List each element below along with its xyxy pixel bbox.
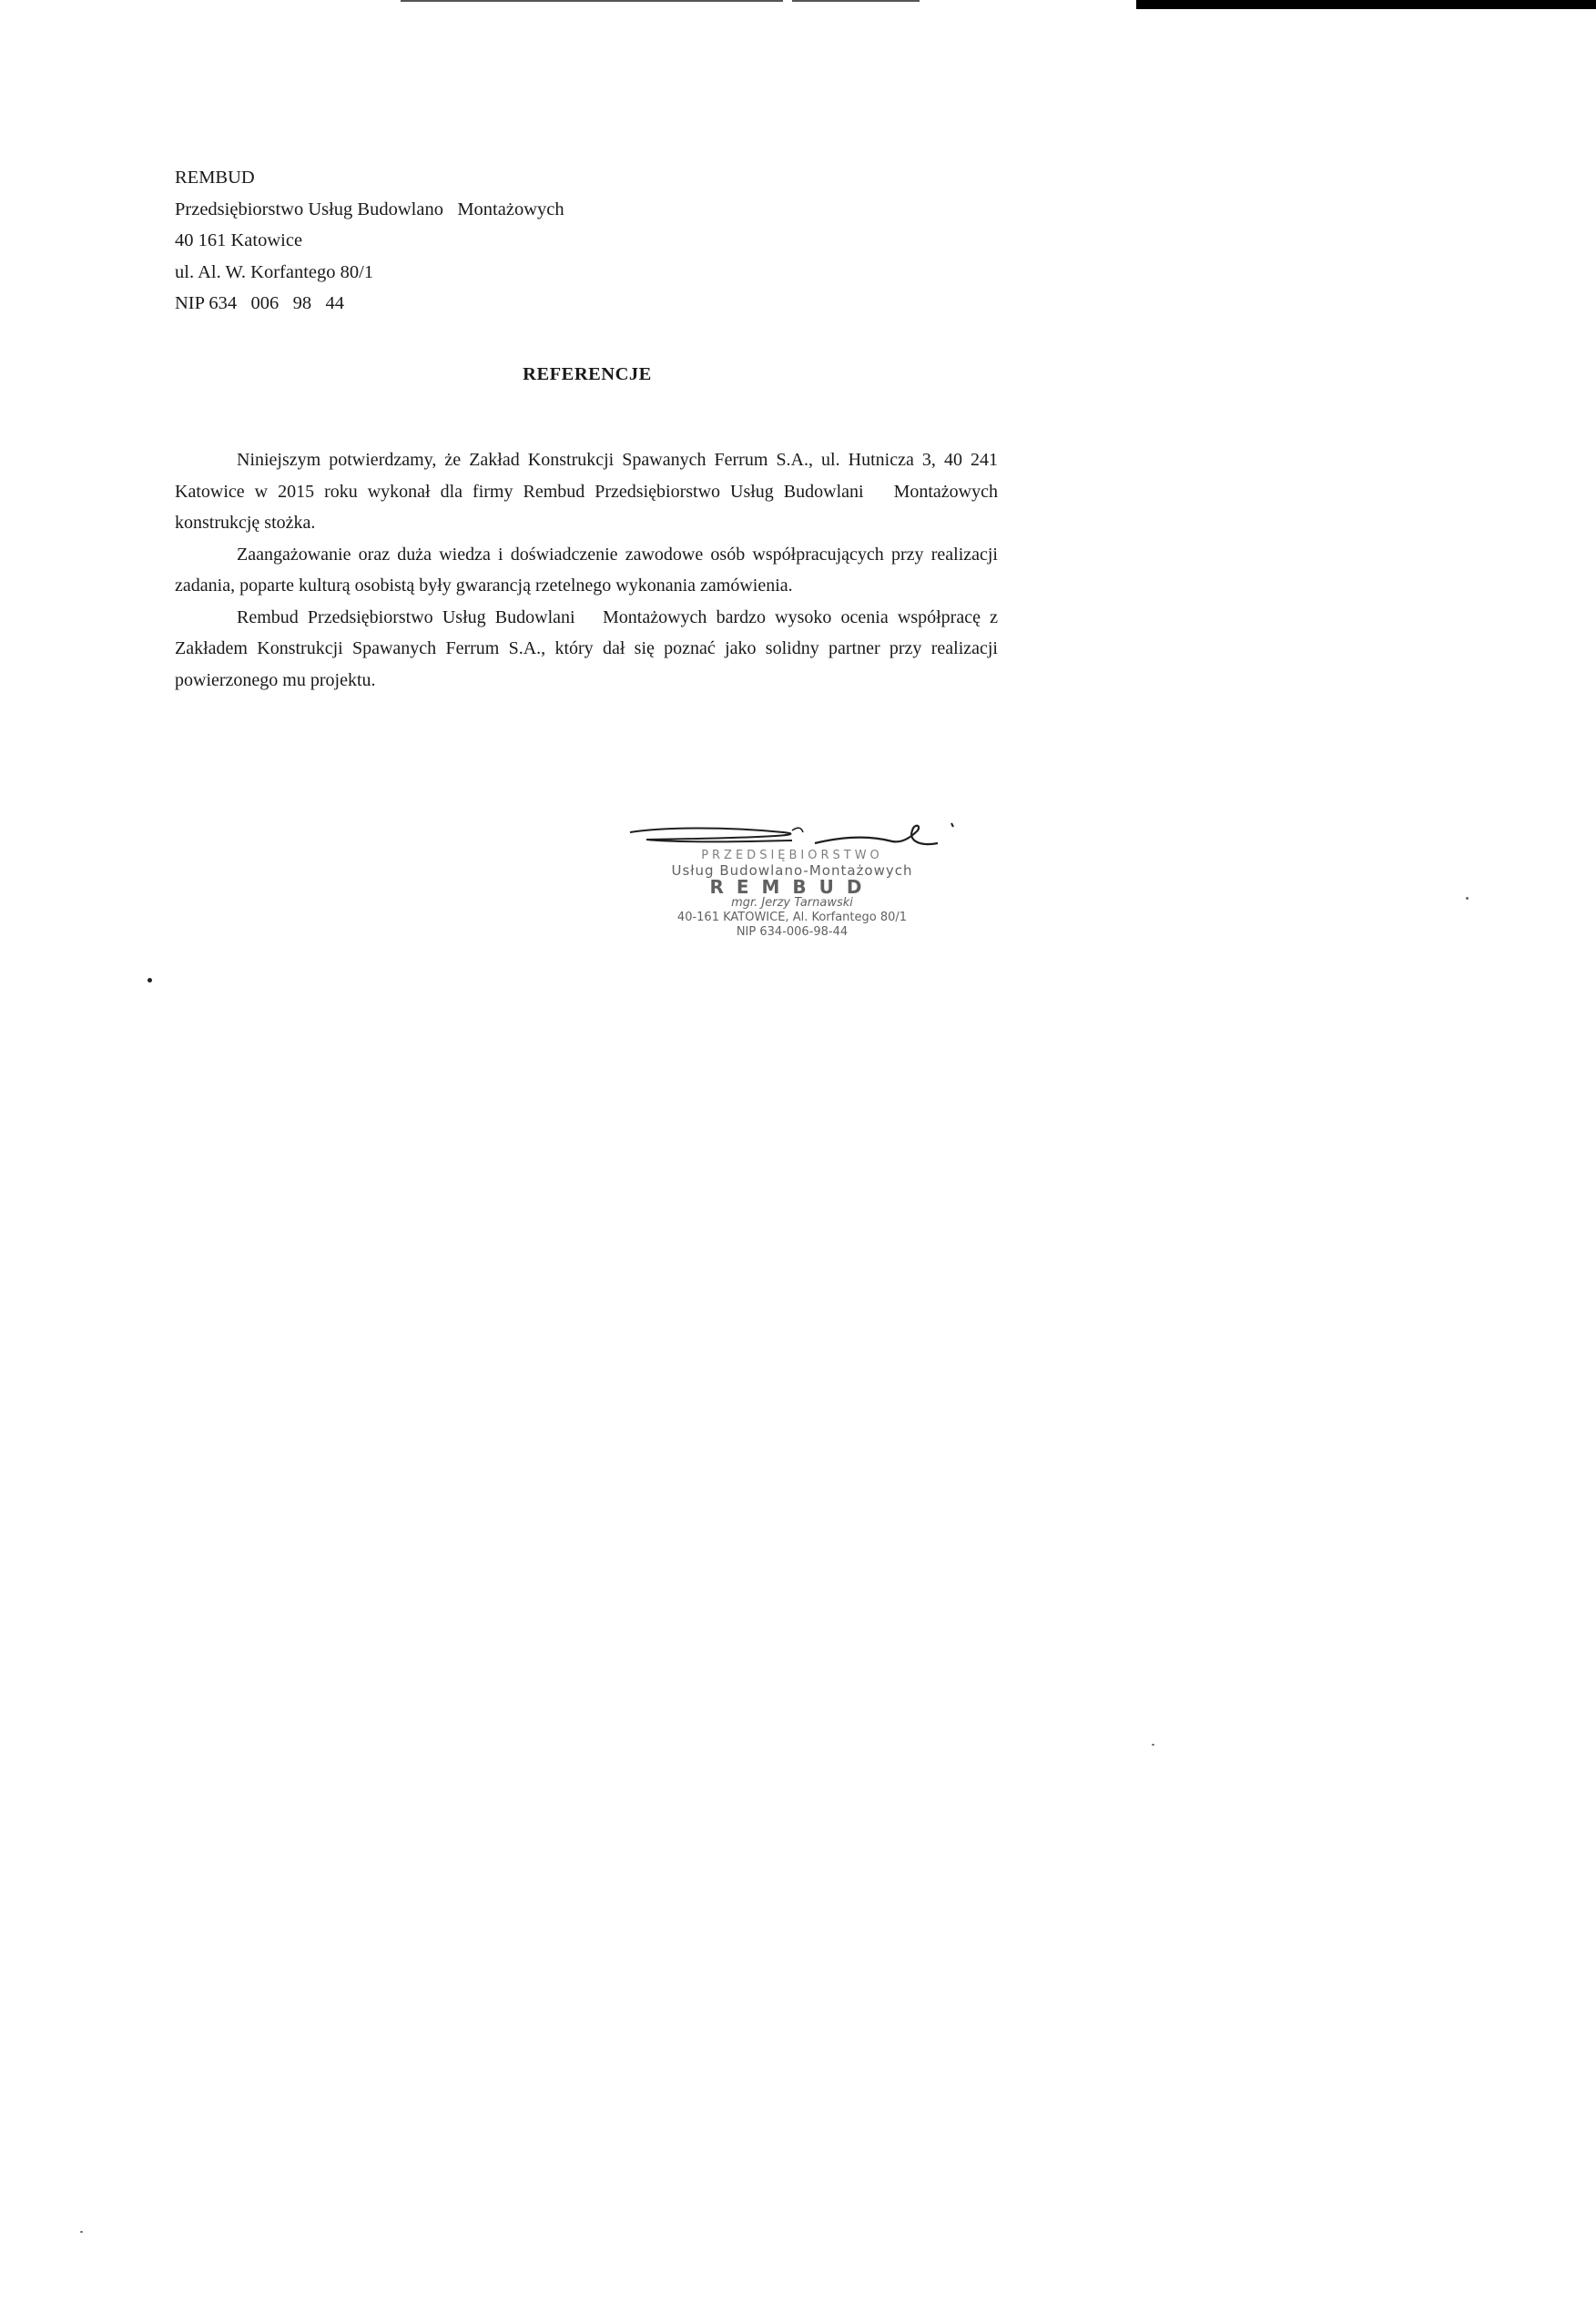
company-stamp xyxy=(646,849,938,940)
stamp-line-6: NIP 634-006-98-44 xyxy=(736,925,849,939)
signature-stamp-block xyxy=(628,810,965,965)
sender-postal-city: 40 161 Katowice xyxy=(175,230,303,250)
stamp-line-4: mgr. Jerzy Tarnawski xyxy=(731,896,853,910)
body-paragraph-3: Rembud Przedsiębiorstwo Usług Budowlani Montażowych bardzo wysoko ocenia współpracę z Zakładem Konstrukcji Spawanych Ferrum S.A., który dał się poznać jako solidny partner przy realizacji powierzonego mu projektu. xyxy=(175,606,1002,690)
scan-edge-line xyxy=(792,0,920,2)
body-paragraph-2: Zaangażowanie oraz duża wiedza i doświadczenie zawodowe osób współpracujących przy realizacji zadania, poparte kulturą osobistą były gwarancją rzetelnego wykonania zamówienia. xyxy=(175,544,1002,596)
scan-edge-bar xyxy=(1136,0,1596,9)
sender-company-full-name: Przedsiębiorstwo Usług Budowlano Montażowych xyxy=(175,199,564,219)
stamp-line-3: REMBUD xyxy=(709,876,875,898)
sender-company-name: REMBUD xyxy=(175,168,255,188)
stamp-line-2: Usług Budowlano-Montażowych xyxy=(671,862,913,879)
scan-speck xyxy=(1152,1744,1154,1746)
scan-speck xyxy=(1466,897,1469,900)
scan-edge-line xyxy=(401,0,783,2)
document-title: REFERENCJE xyxy=(523,364,652,384)
stamp-line-1: PRZEDSIĘBIORSTWO xyxy=(701,849,883,862)
scan-speck xyxy=(147,978,152,983)
letter-body xyxy=(175,444,1002,696)
stamp-line-5: 40-161 KATOWICE, Al. Korfantego 80/1 xyxy=(676,911,908,924)
sender-nip: NIP 634 006 98 44 xyxy=(175,293,345,313)
sender-street: ul. Al. W. Korfantego 80/1 xyxy=(175,261,374,282)
sender-address-block xyxy=(175,162,564,320)
scan-speck xyxy=(80,2231,83,2233)
body-paragraph-1: Niniejszym potwierdzamy, że Zakład Konstrukcji Spawanych Ferrum S.A., ul. Hutnicza 3, 40 241 Katowice w 2015 roku wykonał dla firmy Rembud Przedsiębiorstwo Usług Budowlani Montażowych konstrukcję stożka. xyxy=(175,450,1002,533)
